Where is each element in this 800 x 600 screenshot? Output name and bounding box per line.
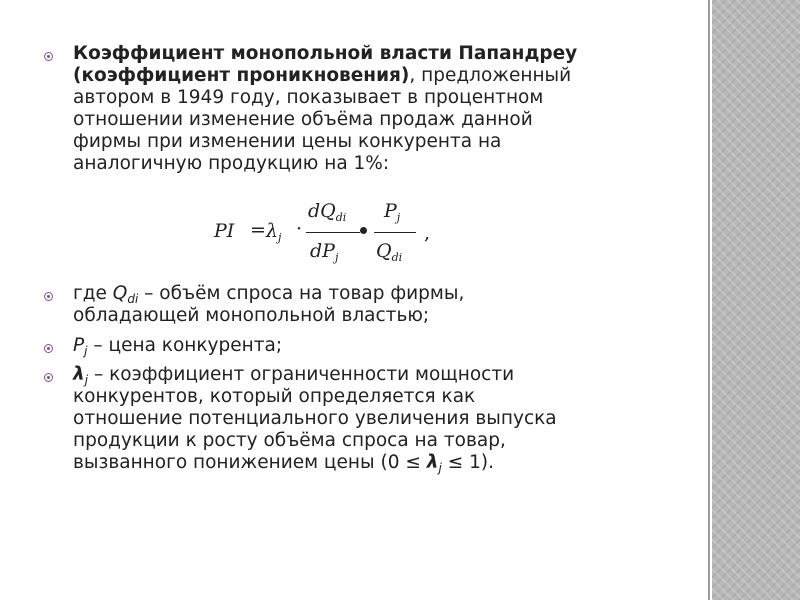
definition-title-line2	[73, 65, 577, 87]
formula-numerator-1	[308, 200, 346, 222]
definition-text-line: аналогичную продукцию на 1%:	[73, 153, 390, 174]
lambda-range-line	[73, 452, 557, 474]
pj-line	[73, 335, 282, 357]
formula-comma: ,	[424, 222, 431, 244]
formula-num1-text: dQ	[308, 200, 336, 222]
pj-symbol: P	[73, 335, 85, 356]
qdi-line	[73, 283, 464, 305]
qdi-symbol: Q	[112, 283, 128, 304]
formula-den2-text: Q	[376, 240, 392, 262]
decorative-side-band	[712, 0, 800, 600]
lambda-text-line: конкурентов, который определяется как	[73, 386, 476, 407]
bullet-icon	[44, 292, 53, 301]
definition-title: Коэффициент монопольной власти Папандреу	[73, 43, 578, 64]
lambda-symbol: λ	[73, 364, 85, 385]
bullet-icon	[44, 344, 53, 353]
definition-text-line: автором в 1949 году, показывает в процентном	[73, 87, 544, 108]
formula-num2-sub: j	[396, 211, 401, 224]
lambda-subscript: j	[84, 373, 89, 387]
formula-numerator-2	[384, 200, 400, 222]
paragraph-qdi-definition	[73, 283, 464, 327]
formula-lambda	[266, 220, 281, 242]
side-divider	[708, 0, 710, 600]
definition-subtitle: (коэффициент проникновения)	[73, 65, 410, 86]
lambda-range-sub: j	[438, 461, 442, 475]
qdi-text-line: обладающей монопольной властью;	[73, 305, 430, 326]
formula-lhs: PI	[214, 220, 235, 242]
bullet-icon	[44, 52, 53, 61]
fraction-bar-1	[306, 232, 360, 233]
formula-denominator-1	[310, 240, 338, 262]
paragraph-lambda-definition	[73, 364, 557, 474]
definition-text-line: фирмы при изменении цены конкурента на	[73, 131, 502, 152]
qdi-text: – объём спроса на товар фирмы,	[138, 283, 465, 304]
lambda-range-pre: вызванного понижением цены (0 ≤	[73, 452, 427, 473]
formula-multiply-dot	[360, 227, 367, 234]
lambda-range-symbol: λ	[426, 452, 439, 473]
formula-den2-sub: di	[391, 251, 403, 264]
lambda-line	[73, 364, 557, 386]
qdi-subscript: di	[127, 292, 139, 306]
formula-denominator-2	[376, 240, 402, 262]
bullet-icon	[44, 373, 53, 382]
definition-text-line: отношении изменение объёма продаж данной	[73, 109, 533, 130]
formula-den1-text: dP	[310, 240, 335, 262]
formula-lambda-sub: j	[278, 231, 282, 244]
formula-equals: =	[250, 219, 266, 241]
paragraph-papandreou-definition	[73, 43, 577, 175]
lambda-range-post: ≤ 1).	[441, 452, 494, 473]
pj-text: – цена конкурента;	[87, 335, 283, 356]
formula-lambda-symbol: λ	[266, 220, 279, 242]
pj-subscript: j	[84, 344, 88, 358]
formula-den1-sub: j	[334, 251, 339, 264]
fraction-bar-2	[374, 232, 416, 233]
definition-text: , предложенный	[409, 65, 572, 86]
paragraph-pj-definition	[73, 335, 282, 357]
formula-num1-sub: di	[335, 211, 347, 224]
lambda-text-line: продукции к росту объёма спроса на товар,	[73, 430, 506, 451]
formula-cdot: ·	[296, 218, 303, 240]
lambda-text-line: отношение потенциального увеличения выпуска	[73, 408, 557, 429]
papandreou-formula	[210, 196, 450, 276]
qdi-prefix: где	[73, 283, 113, 304]
lambda-text: – коэффициент ограниченности мощности	[88, 364, 515, 385]
formula-num2-text: P	[384, 200, 397, 222]
